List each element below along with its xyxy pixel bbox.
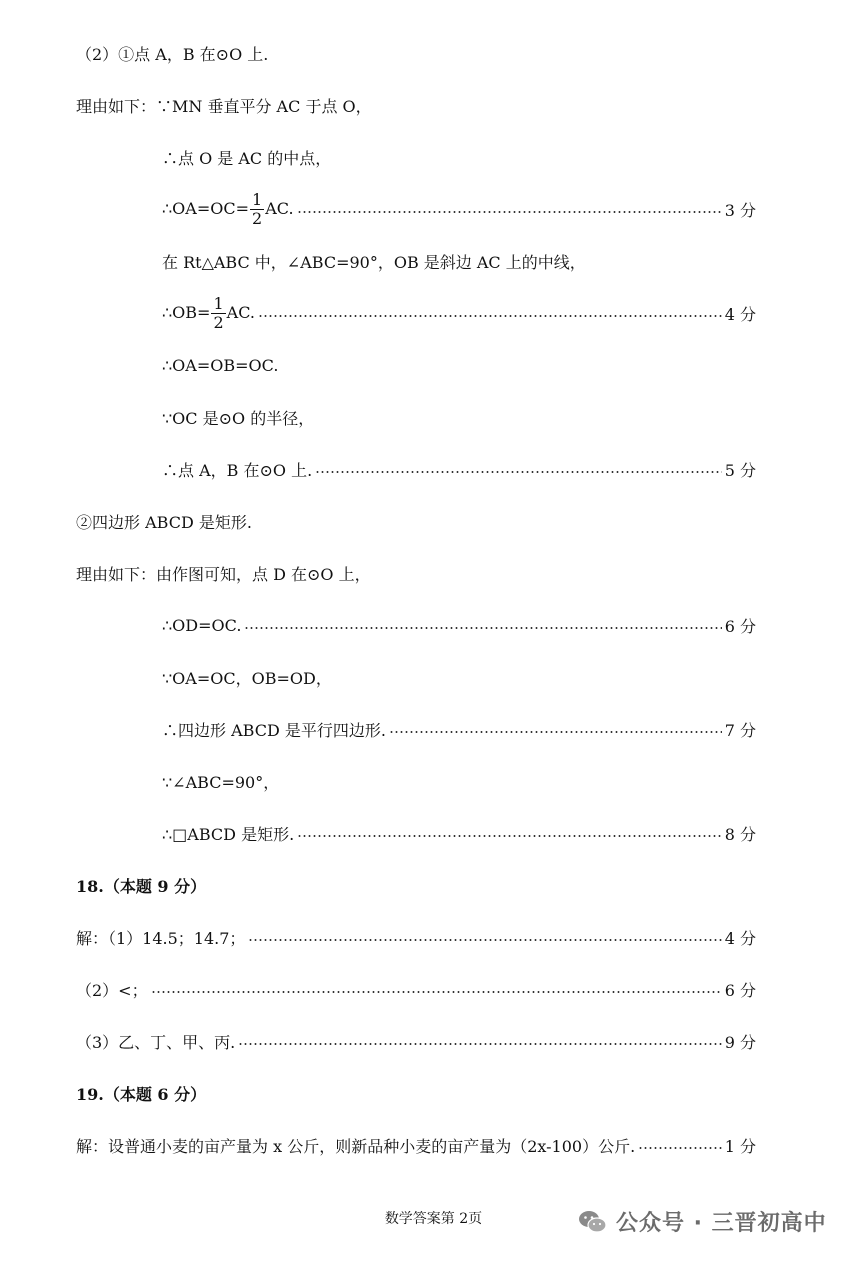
- score-q18-4: 4 分: [724, 928, 756, 948]
- q18-answer-2-text: （2）<；: [76, 980, 148, 1000]
- q18-answer-2: [76, 974, 756, 1004]
- score-q18-6: 6 分: [724, 980, 756, 1000]
- dot-leader: [258, 315, 722, 317]
- step-rectangle-text: ∴□ABCD 是矩形.: [162, 824, 295, 844]
- dot-leader: [297, 835, 722, 837]
- score-7: 7 分: [724, 720, 756, 740]
- score-6: 6 分: [724, 616, 756, 636]
- step-od-oc: [162, 610, 756, 640]
- score-8: 8 分: [724, 824, 756, 844]
- part2-statement: （2）①点 A，B 在⊙O 上.: [76, 44, 269, 64]
- step-parallelogram-text: ∴四边形 ABCD 是平行四边形.: [162, 720, 386, 740]
- step-rectangle: [162, 818, 756, 848]
- dot-leader: [389, 731, 722, 733]
- dot-leader: [244, 627, 721, 629]
- page-footer: 数学答案第 2页: [384, 1211, 483, 1227]
- question-18-heading: 18.（本题 9 分）: [76, 876, 207, 896]
- score-3: 3 分: [724, 200, 756, 220]
- step-on-circle: [162, 454, 756, 484]
- step-midpoint: ∴点 O 是 AC 的中点，: [162, 148, 332, 168]
- dot-leader: [238, 1043, 721, 1045]
- step-oa-oc-text: ∴OA=OC= $\frac{1}{2}$ AC.: [162, 189, 294, 228]
- step-oa-oc: [162, 189, 756, 228]
- step-right-triangle: 在 Rt△ABC 中，∠ABC=90°，OB 是斜边 AC 上的中线，: [162, 252, 586, 272]
- step-ob: [162, 293, 756, 332]
- step-on-circle-text: ∴点 A，B 在⊙O 上.: [162, 460, 313, 480]
- score-5: 5 分: [724, 460, 756, 480]
- watermark-text: 公众号 · 三晋初高中: [616, 1211, 827, 1236]
- score-q19-1: 1 分: [724, 1136, 756, 1156]
- q18-answer-1: [76, 922, 756, 952]
- dot-leader: [297, 211, 722, 213]
- step-radius: ∵OC 是⊙O 的半径，: [162, 408, 315, 428]
- step-right-angle: ∵∠ABC=90°，: [162, 772, 280, 792]
- fraction-half: $\frac{1}{2}$: [252, 189, 263, 228]
- step-diagonals: ∵OA=OC，OB=OD，: [162, 668, 332, 688]
- question-19-heading: 19.（本题 6 分）: [76, 1084, 207, 1104]
- reason-intro-2: 理由如下：由作图可知，点 D 在⊙O 上，: [76, 564, 371, 584]
- q18-answer-3-text: （3）乙、丁、甲、丙.: [76, 1032, 236, 1052]
- dot-leader: [638, 1147, 722, 1149]
- step-oa-ob-oc: ∴OA=OB=OC.: [162, 355, 279, 375]
- score-4: 4 分: [724, 304, 756, 324]
- q18-answer-3: [76, 1026, 756, 1056]
- part2-2-statement: ②四边形 ABCD 是矩形.: [76, 512, 252, 532]
- q19-answer-1: [76, 1130, 756, 1160]
- wechat-icon: [578, 1209, 608, 1235]
- fraction-half: $\frac{1}{2}$: [213, 293, 224, 332]
- step-od-oc-text: ∴OD=OC.: [162, 615, 242, 635]
- dot-leader: [248, 939, 721, 941]
- reason-intro-1: 理由如下：∵MN 垂直平分 AC 于点 O，: [76, 96, 372, 116]
- watermark: [578, 1206, 827, 1237]
- q19-answer-1-text: 解：设普通小麦的亩产量为 x 公斤，则新品种小麦的亩产量为（2x-100）公斤.: [76, 1136, 636, 1156]
- step-ob-text: ∴OB= $\frac{1}{2}$ AC.: [162, 293, 255, 332]
- dot-leader: [315, 471, 722, 473]
- dot-leader: [151, 991, 722, 993]
- q18-answer-1-text: 解：（1）14.5；14.7；: [76, 928, 246, 948]
- step-parallelogram: [162, 714, 756, 744]
- score-q18-9: 9 分: [724, 1032, 756, 1052]
